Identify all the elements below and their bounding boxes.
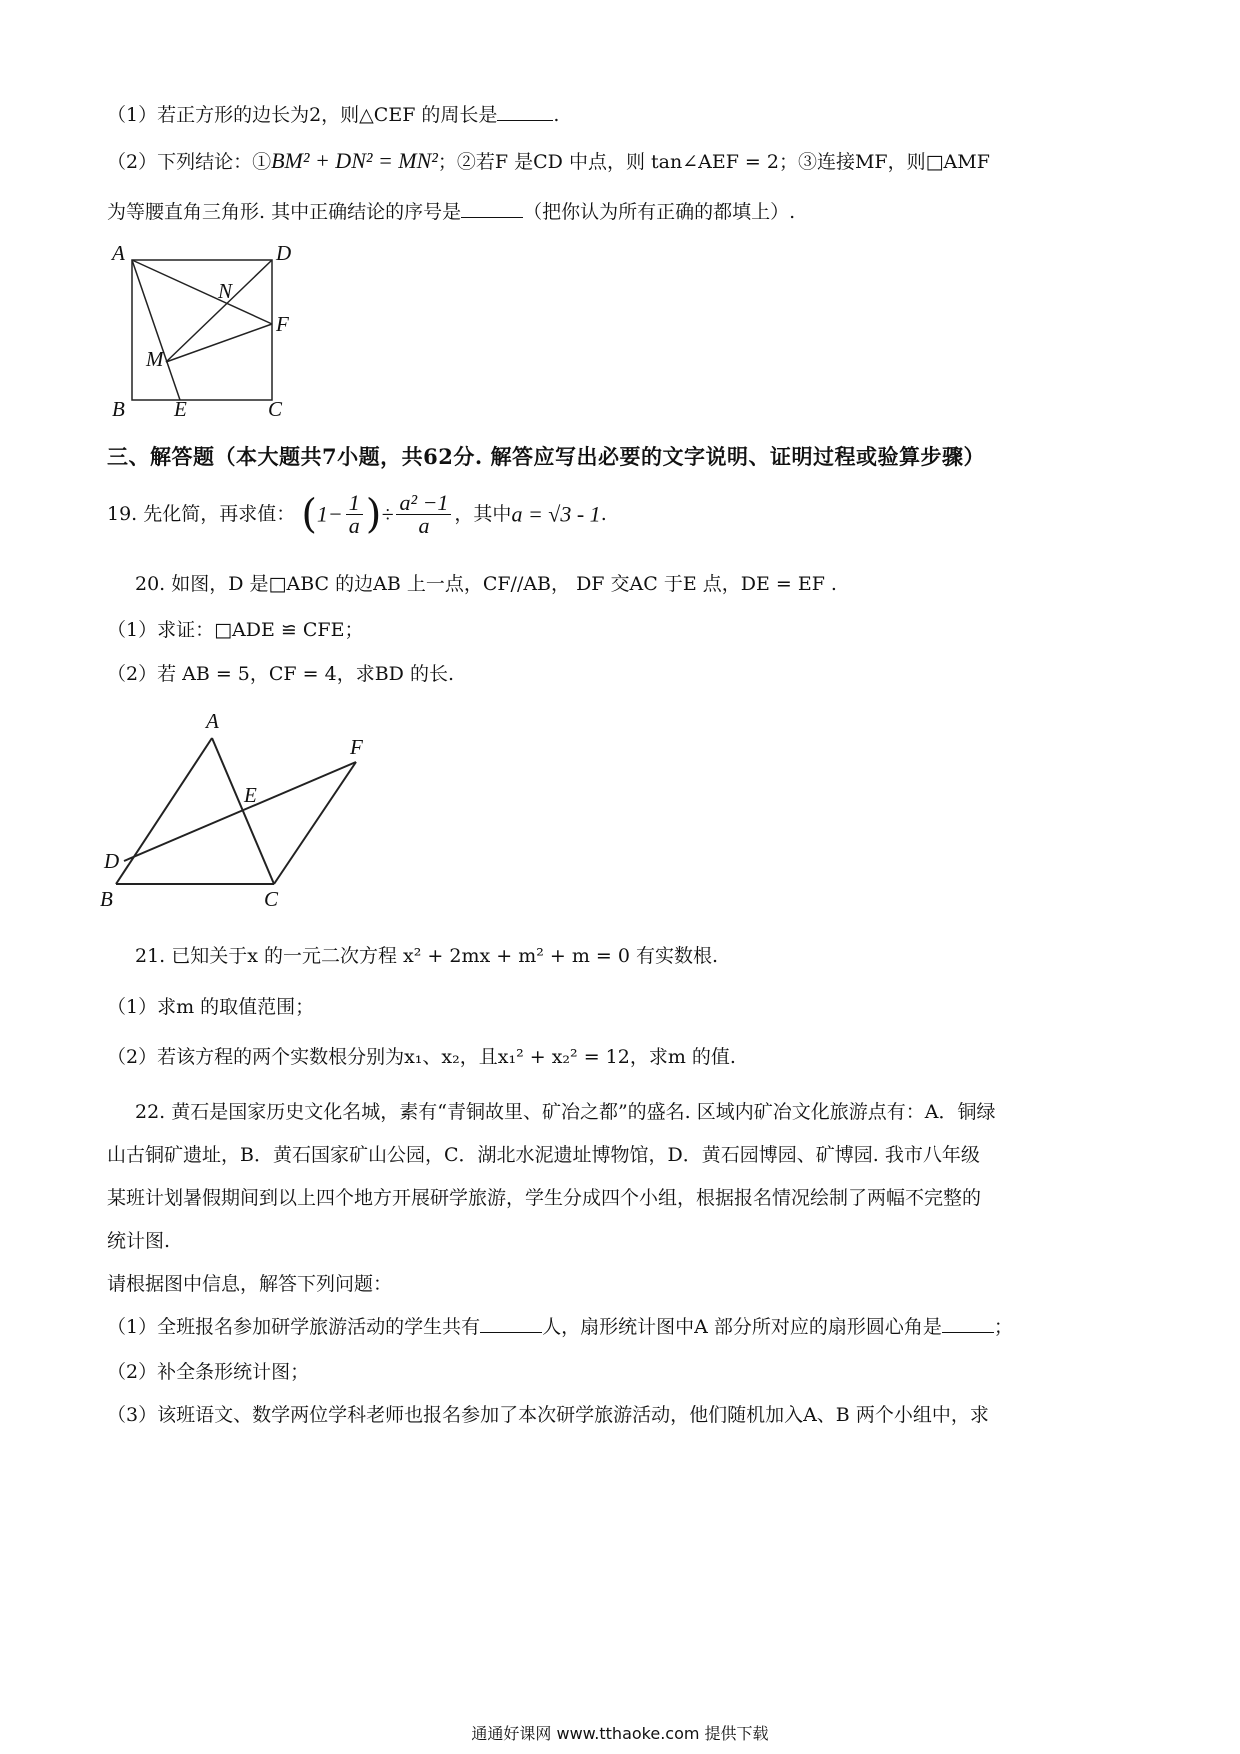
fraction-1-over-a: $\frac{1}{a}$ [346, 492, 363, 537]
question-21-part2: （2）若该方程的两个实数根分别为x₁、x₂，且x₁² + x₂² = 12，求m 的值. [107, 1046, 736, 1068]
answer-blank [480, 1316, 542, 1333]
answer-blank [461, 201, 523, 218]
label-B: B [112, 397, 125, 421]
label-N: N [218, 279, 233, 303]
question-21-part1: （1）求m 的取值范围； [107, 996, 315, 1018]
label-E: E [244, 783, 257, 807]
question-20: 20. 如图，D 是□ABC 的边AB 上一点，CF//AB， DF 交AC 于E 点，DE = EF . [135, 573, 837, 595]
section-heading: 三、解答题（本大题共7小题，共62分. 解答应写出必要的文字说明、证明过程或验算步骤） [107, 444, 985, 469]
label-D: D [104, 849, 120, 873]
question-22-line5: 请根据图中信息，解答下列问题： [107, 1273, 393, 1295]
q18-part1: （1）若正方形的边长为2，则△CEF 的周长是 . [107, 104, 560, 126]
question-21: 21. 已知关于x 的一元二次方程 x² + 2mx + m² + m = 0 有实数根. [135, 945, 719, 967]
label-F: F [276, 312, 289, 336]
answer-blank [942, 1316, 994, 1333]
paren-right: ) [365, 491, 382, 538]
label-F: F [350, 735, 363, 759]
label-E: E [174, 397, 187, 421]
answer-blank [497, 104, 553, 121]
figure-triangle [92, 706, 392, 920]
question-19: 19. 先化简，再求值： (1− $\frac{1}{a}$ )÷ $\frac{\text{a² −1}}{a}$ ，其中a = √3 - 1. [107, 490, 607, 538]
label-M: M [146, 347, 164, 371]
q18-part2: （2）下列结论：①BM² + DN² = MN²；②若F 是CD 中点，则 tan∠AEF = 2；③连接MF，则□AMF [107, 148, 990, 173]
question-22-part1: （1）全班报名参加研学旅游活动的学生共有 人，扇形统计图中A 部分所对应的扇形圆心角是 ； [107, 1316, 1013, 1338]
question-22-line2: 山古铜矿遗址，B．黄石国家矿山公园，C．湖北水泥遗址博物馆，D．黄石园博园、矿博园. 我市八年级 [107, 1144, 980, 1166]
label-C: C [268, 397, 283, 421]
question-22-line1: 22. 黄石是国家历史文化名城，素有“青铜故里、矿冶之都”的盛名. 区域内矿冶文化旅游点有：A．铜绿 [135, 1101, 996, 1123]
question-20-part2: （2）若 AB = 5，CF = 4，求BD 的长. [107, 663, 454, 685]
q18-part2-cont: 为等腰直角三角形. 其中正确结论的序号是 （把你认为所有正确的都填上）. [107, 201, 796, 223]
question-22-line4: 统计图. [107, 1230, 171, 1252]
fraction-a2-minus-1-over-a: $\frac{\text{a² −1}}{a}$ [396, 492, 451, 537]
question-20-part1: （1）求证：□ADE ≌ CFE； [107, 619, 364, 641]
paren-left: ( [301, 491, 317, 538]
figure-square [108, 238, 308, 427]
label-A: A [206, 709, 219, 733]
label-A: A [112, 241, 125, 265]
footer-watermark: 通通好课网 www.tthaoke.com 提供下载 [471, 1724, 769, 1743]
label-C: C [264, 887, 279, 911]
label-B: B [100, 887, 113, 911]
question-22-line3: 某班计划暑假期间到以上四个地方开展研学旅游，学生分成四个小组，根据报名情况绘制了两幅不完整的 [107, 1187, 982, 1209]
label-D: D [276, 241, 292, 265]
question-22-part2: （2）补全条形统计图； [107, 1361, 310, 1383]
question-22-part3: （3）该班语文、数学两位学科老师也报名参加了本次研学旅游活动，他们随机加入A、B 两个小组中，求 [107, 1404, 989, 1426]
